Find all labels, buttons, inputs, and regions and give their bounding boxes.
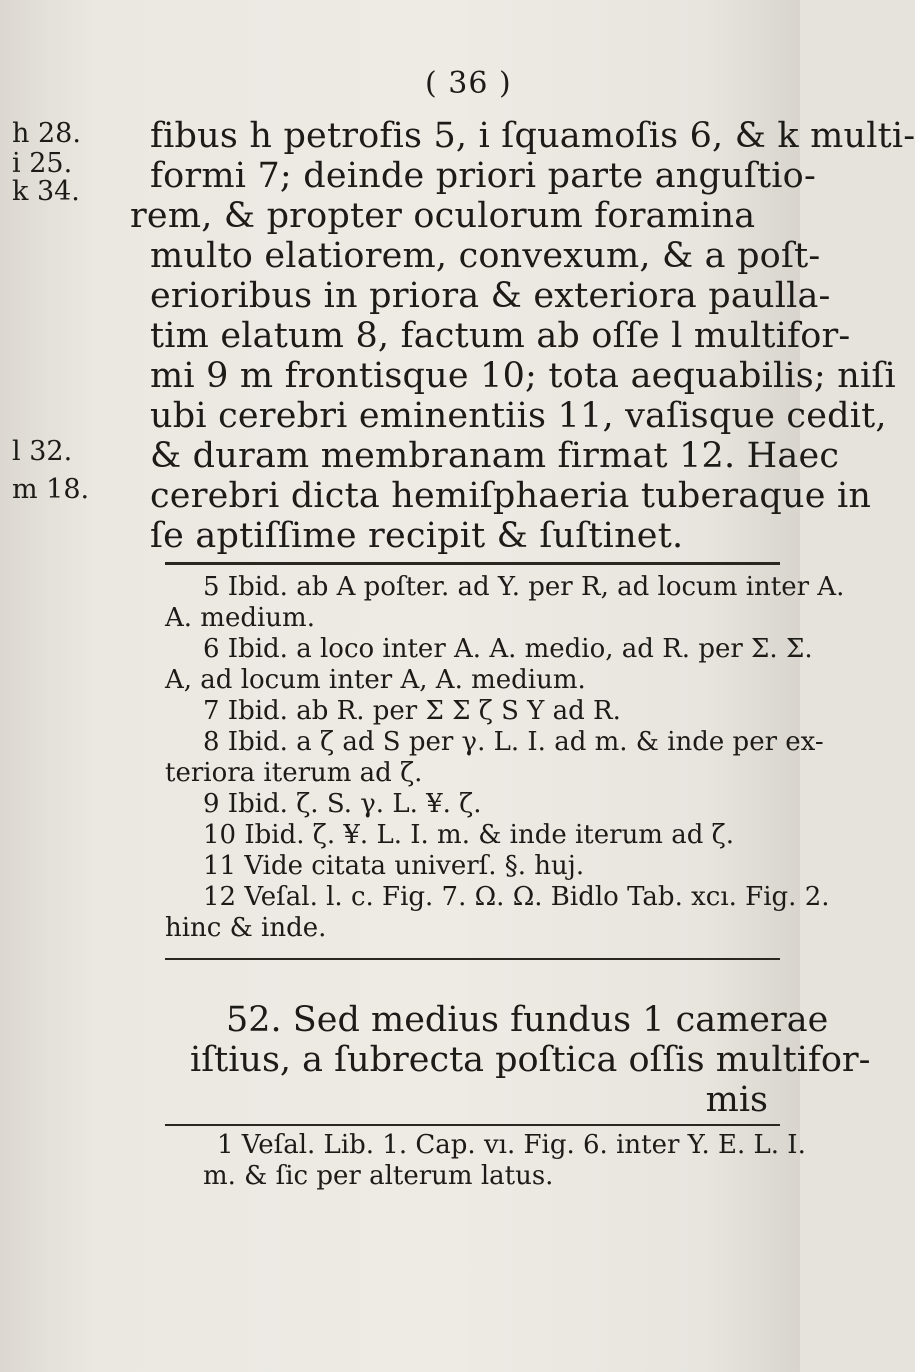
page-number: ( 36 ) [425, 66, 512, 101]
section-footnotes [165, 1130, 806, 1192]
text-line: erioribus in priora & exteriora paulla- [150, 276, 831, 316]
footnote-rule [165, 562, 780, 565]
text-line: multo elatiorem, convexum, & a poſt- [150, 236, 821, 276]
margin-note-h: h 28. [12, 118, 81, 149]
footnote-line: 8 Ibid. a ζ ad S per γ. L. I. ad m. & inde per ex- [203, 727, 824, 757]
section-footnote-rule [165, 1124, 780, 1126]
margin-note-k: k 34. [12, 176, 80, 207]
section-rule [165, 958, 780, 960]
footnotes [165, 572, 845, 944]
section-line: 52. Sed medius fundus 1 camerae [226, 1000, 829, 1040]
footnote-line: m. & ſic per alterum latus. [203, 1161, 554, 1191]
text-line: formi 7; deinde priori parte anguſtio- [150, 156, 816, 196]
footnote-line: 5 Ibid. ab A poſter. ad Y. per R, ad locum inter A. [203, 572, 845, 602]
footnote-line: 9 Ibid. ζ. S. γ. L. ¥. ζ. [203, 789, 482, 819]
margin-note-i: i 25. [12, 148, 73, 179]
text-line: ſe aptiſſime recipit & ſuſtinet. [150, 516, 684, 556]
text-line: fibus h petrofis 5, i ſquamoſis 6, & k multi- [150, 116, 915, 156]
footnote-line: 7 Ibid. ab R. per Σ Σ ζ S Y ad R. [203, 696, 621, 726]
text-line: tim elatum 8, factum ab oſſe l multifor- [150, 316, 851, 356]
text-line: & duram membranam firmat 12. Haec [150, 436, 840, 476]
catchword: mis [705, 1080, 768, 1120]
footnote-line: teriora iterum ad ζ. [165, 758, 423, 788]
text-line: ubi cerebri eminentiis 11, vaſisque cedit, [150, 396, 887, 436]
margin-note-m: m 18. [12, 474, 90, 505]
footnote-line: 6 Ibid. a loco inter A. A. medio, ad R. per Σ. Σ. [203, 634, 813, 664]
text-line: rem, & propter oculorum foramina [130, 196, 756, 236]
footnote-line: A. medium. [165, 603, 315, 633]
footnote-line: 12 Veſal. l. c. Fig. 7. Ω. Ω. Bidlo Tab. xcı. Fig. 2. [203, 882, 830, 912]
footnote-line: 1 Veſal. Lib. 1. Cap. vı. Fig. 6. inter Y. E. L. I. [217, 1130, 806, 1160]
section-line: iſtius, a ſubrecta poſtica oſſis multifor- [190, 1040, 871, 1080]
main-text [130, 116, 915, 556]
footnote-line: hinc & inde. [165, 913, 327, 943]
footnote-line: A, ad locum inter A, A. medium. [165, 665, 586, 695]
text-line: mi 9 m frontisque 10; tota aequabilis; niſi [150, 356, 896, 396]
margin-note-l: l 32. [12, 436, 73, 467]
footnote-line: 10 Ibid. ζ. ¥. L. I. m. & inde iterum ad ζ. [203, 820, 734, 850]
text-line: cerebri dicta hemiſphaeria tuberaque in [150, 476, 872, 516]
footnote-line: 11 Vide citata univerſ. §. huj. [203, 851, 585, 881]
section-52 [190, 1000, 871, 1120]
